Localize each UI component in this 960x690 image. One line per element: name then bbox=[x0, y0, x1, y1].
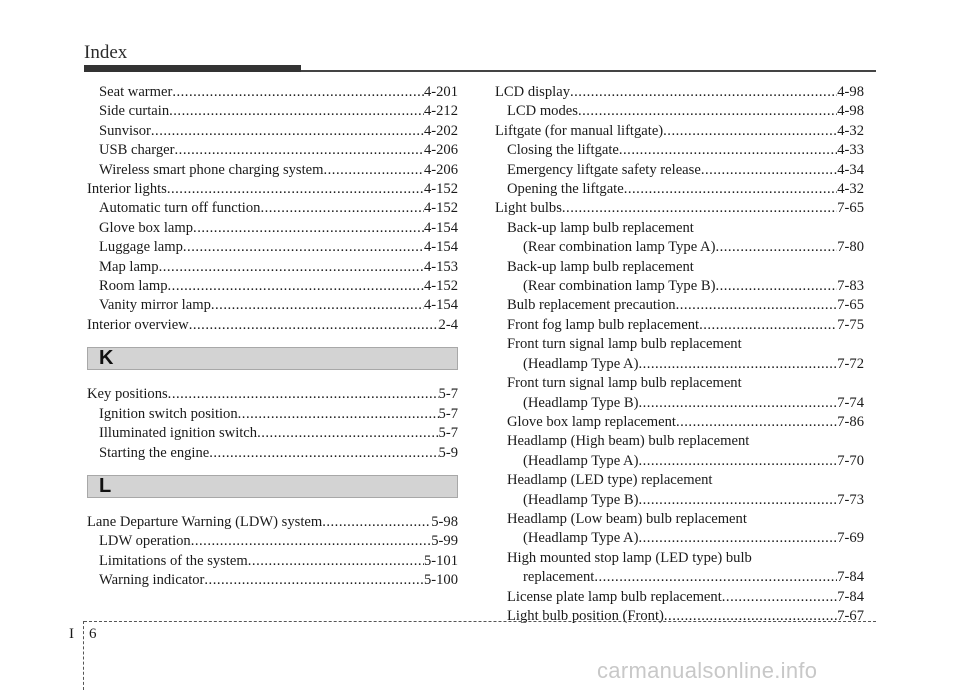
entry-term: Ignition switch position bbox=[99, 405, 238, 422]
dot-leader bbox=[562, 199, 837, 218]
dot-leader bbox=[624, 180, 838, 199]
entry-term: Automatic turn off function bbox=[99, 200, 261, 217]
dot-leader bbox=[578, 102, 837, 121]
dot-leader bbox=[594, 568, 837, 587]
entry-page: 4-32 bbox=[837, 122, 864, 139]
entry-heading: Front turn signal lamp bulb replacement bbox=[507, 375, 742, 392]
entry-page: 4-206 bbox=[423, 142, 458, 159]
entry-term: LCD modes bbox=[507, 103, 578, 120]
entry-term: Sunvisor bbox=[99, 122, 151, 139]
entry-page: 7-73 bbox=[837, 491, 864, 508]
entry-page: 5-99 bbox=[431, 533, 458, 550]
dot-leader bbox=[238, 405, 439, 424]
entry-term: Closing the liftgate bbox=[507, 142, 619, 159]
entry-page: 7-86 bbox=[837, 413, 864, 430]
entry-term: License plate lamp bulb replacement bbox=[507, 588, 722, 605]
dot-leader bbox=[191, 532, 432, 551]
footer-section-letter: I bbox=[69, 626, 74, 642]
entry-page: 4-212 bbox=[423, 103, 458, 120]
entry-page: 4-32 bbox=[837, 181, 864, 198]
header-rule-accent bbox=[84, 65, 301, 72]
index-entry bbox=[495, 296, 864, 315]
watermark: carmanualsonline.info bbox=[597, 658, 818, 683]
index-entry bbox=[87, 571, 458, 590]
entry-heading: High mounted stop lamp (LED type) bulb bbox=[507, 549, 752, 566]
dot-leader bbox=[638, 491, 837, 510]
index-entry bbox=[495, 607, 864, 626]
entry-term: (Headlamp Type B) bbox=[523, 491, 639, 508]
entry-term: (Headlamp Type B) bbox=[523, 394, 639, 411]
dot-leader bbox=[204, 571, 424, 590]
page-number: 6 bbox=[89, 626, 97, 642]
entry-heading: Headlamp (High beam) bulb replacement bbox=[507, 433, 750, 450]
dot-leader bbox=[676, 296, 838, 315]
entry-term: Glove box lamp bbox=[99, 219, 194, 236]
entry-page: 7-80 bbox=[837, 239, 864, 256]
entry-page: 7-74 bbox=[837, 394, 864, 411]
dot-leader bbox=[248, 552, 424, 571]
entry-page: 5-7 bbox=[438, 386, 458, 403]
entry-page: 7-65 bbox=[837, 297, 864, 314]
index-entry bbox=[87, 405, 458, 424]
entry-page: 4-153 bbox=[423, 258, 458, 275]
index-entry bbox=[495, 568, 864, 587]
dot-leader bbox=[151, 122, 424, 141]
entry-term: Seat warmer bbox=[99, 84, 173, 100]
index-entry bbox=[87, 385, 458, 404]
dot-leader bbox=[260, 199, 423, 218]
entry-page: 4-98 bbox=[837, 103, 864, 120]
entry-term: (Headlamp Type A) bbox=[523, 452, 639, 469]
entry-term: Warning indicator bbox=[99, 572, 205, 589]
entry-term: Key positions bbox=[87, 386, 168, 403]
dot-leader bbox=[167, 180, 424, 199]
entry-page: 7-84 bbox=[837, 569, 864, 586]
index-entry bbox=[87, 424, 458, 443]
entry-page: 7-83 bbox=[837, 278, 864, 295]
dot-leader bbox=[168, 385, 439, 404]
entry-page: 4-206 bbox=[423, 161, 458, 178]
entry-term: Liftgate (for manual liftgate) bbox=[495, 122, 664, 139]
index-entry bbox=[495, 141, 864, 160]
dot-leader bbox=[322, 513, 431, 532]
entry-term: Front fog lamp bulb replacement bbox=[507, 316, 700, 333]
entry-heading: Headlamp (Low beam) bulb replacement bbox=[507, 510, 747, 527]
dot-leader bbox=[715, 238, 837, 257]
entry-page: 7-65 bbox=[837, 200, 864, 217]
index-entry bbox=[495, 180, 864, 199]
index-entry bbox=[87, 258, 458, 277]
entry-term: LDW operation bbox=[99, 533, 191, 550]
dot-leader bbox=[159, 258, 424, 277]
index-entry bbox=[87, 161, 458, 180]
index-entry bbox=[87, 277, 458, 296]
entry-page: 4-152 bbox=[423, 181, 458, 198]
section-header-k: K bbox=[87, 347, 458, 370]
entry-term: (Headlamp Type A) bbox=[523, 530, 639, 547]
entry-page: 4-201 bbox=[423, 84, 458, 100]
index-entry bbox=[495, 355, 864, 374]
entry-term: Side curtain bbox=[99, 103, 170, 120]
dot-leader bbox=[168, 277, 424, 296]
entry-page: 7-72 bbox=[837, 355, 864, 372]
entry-page: 5-100 bbox=[423, 572, 458, 589]
index-entry bbox=[495, 122, 864, 141]
entry-term: LCD display bbox=[495, 84, 570, 100]
index-entry bbox=[87, 199, 458, 218]
index-entry bbox=[495, 277, 864, 296]
dot-leader bbox=[324, 161, 424, 180]
entry-page: 4-34 bbox=[837, 161, 864, 178]
entry-term: Limitations of the system bbox=[99, 552, 248, 569]
entry-term: Map lamp bbox=[99, 258, 159, 275]
footer-rule bbox=[84, 621, 876, 622]
index-column-left bbox=[87, 83, 458, 591]
entry-term: Starting the engine bbox=[99, 444, 210, 461]
index-column-right bbox=[495, 83, 864, 626]
index-entry bbox=[87, 316, 458, 335]
entry-term: Interior overview bbox=[87, 316, 189, 333]
entry-page: 4-98 bbox=[837, 84, 864, 100]
entry-term: Light bulb position (Front) bbox=[507, 607, 664, 624]
entry-page: 5-9 bbox=[438, 444, 458, 461]
index-entry bbox=[495, 491, 864, 510]
entry-term: Glove box lamp replacement bbox=[507, 413, 676, 430]
entry-term: Lane Departure Warning (LDW) system bbox=[87, 513, 323, 530]
footer-divider bbox=[83, 621, 84, 690]
index-entry bbox=[495, 452, 864, 471]
dot-leader bbox=[619, 141, 837, 160]
header-title: Index bbox=[84, 42, 128, 63]
index-entry bbox=[87, 122, 458, 141]
dot-leader bbox=[638, 529, 837, 548]
dot-leader bbox=[715, 277, 837, 296]
entry-page: 4-154 bbox=[423, 239, 458, 256]
index-entry bbox=[87, 552, 458, 571]
entry-term: Illuminated ignition switch bbox=[99, 425, 258, 442]
dot-leader bbox=[722, 588, 837, 607]
dot-leader bbox=[257, 424, 438, 443]
index-entry bbox=[495, 529, 864, 548]
entry-heading: Front turn signal lamp bulb replacement bbox=[507, 336, 742, 353]
index-entry bbox=[87, 219, 458, 238]
entry-term: Bulb replacement precaution bbox=[507, 297, 676, 314]
section-header-l: L bbox=[87, 475, 458, 498]
dot-leader bbox=[676, 413, 837, 432]
dot-leader bbox=[663, 122, 837, 141]
dot-leader bbox=[638, 452, 837, 471]
entry-page: 4-154 bbox=[423, 297, 458, 314]
dot-leader bbox=[699, 316, 837, 335]
dot-leader bbox=[570, 83, 837, 102]
entry-page: 5-101 bbox=[423, 552, 458, 569]
index-entry bbox=[495, 161, 864, 180]
entry-term: Vanity mirror lamp bbox=[99, 297, 211, 314]
entry-page: 4-152 bbox=[423, 278, 458, 295]
index-entry bbox=[495, 588, 864, 607]
entry-term: Luggage lamp bbox=[99, 239, 183, 256]
dot-leader bbox=[211, 296, 424, 315]
entry-term: replacement bbox=[523, 569, 595, 586]
entry-page: 4-202 bbox=[423, 122, 458, 139]
entry-page: 4-33 bbox=[837, 142, 864, 159]
entry-page: 7-75 bbox=[837, 316, 864, 333]
dot-leader bbox=[175, 141, 424, 160]
index-entry bbox=[87, 296, 458, 315]
entry-page: 2-4 bbox=[438, 316, 458, 333]
entry-term: Opening the liftgate bbox=[507, 181, 624, 198]
dot-leader bbox=[172, 83, 424, 102]
entry-heading: Back-up lamp bulb replacement bbox=[507, 219, 694, 236]
index-entry bbox=[87, 83, 458, 102]
entry-term: (Rear combination lamp Type B) bbox=[523, 278, 716, 295]
entry-term: Emergency liftgate safety release bbox=[507, 161, 701, 178]
entry-page: 7-70 bbox=[837, 452, 864, 469]
entry-page: 5-7 bbox=[438, 405, 458, 422]
index-entry bbox=[495, 102, 864, 121]
index-entry bbox=[87, 238, 458, 257]
dot-leader bbox=[169, 102, 424, 121]
index-entry bbox=[87, 141, 458, 160]
entry-page: 7-67 bbox=[837, 607, 864, 624]
entry-page: 5-7 bbox=[438, 425, 458, 442]
index-entry bbox=[495, 316, 864, 335]
index-entry bbox=[87, 180, 458, 199]
entry-term: USB charger bbox=[99, 142, 175, 159]
dot-leader bbox=[189, 316, 439, 335]
entry-page: 5-98 bbox=[431, 513, 458, 530]
index-entry bbox=[87, 532, 458, 551]
index-entry bbox=[495, 83, 864, 102]
index-entry bbox=[495, 413, 864, 432]
entry-term: Wireless smart phone charging system bbox=[99, 161, 324, 178]
dot-leader bbox=[638, 394, 837, 413]
index-entry bbox=[495, 238, 864, 257]
entry-page: 4-152 bbox=[423, 200, 458, 217]
index-entry bbox=[495, 199, 864, 218]
index-entry bbox=[87, 102, 458, 121]
entry-page: 7-84 bbox=[837, 588, 864, 605]
index-entry bbox=[87, 444, 458, 463]
index-entry bbox=[495, 394, 864, 413]
dot-leader bbox=[664, 607, 837, 626]
index-entry bbox=[87, 513, 458, 532]
entry-term: (Headlamp Type A) bbox=[523, 355, 639, 372]
entry-page: 7-69 bbox=[837, 530, 864, 547]
dot-leader bbox=[638, 355, 837, 374]
dot-leader bbox=[193, 219, 424, 238]
entry-term: Light bulbs bbox=[495, 200, 562, 217]
dot-leader bbox=[209, 444, 438, 463]
entry-heading: Back-up lamp bulb replacement bbox=[507, 258, 694, 275]
entry-term: (Rear combination lamp Type A) bbox=[523, 239, 716, 256]
entry-term: Interior lights bbox=[87, 181, 167, 198]
dot-leader bbox=[701, 161, 837, 180]
entry-term: Room lamp bbox=[99, 278, 168, 295]
entry-page: 4-154 bbox=[423, 219, 458, 236]
dot-leader bbox=[183, 238, 424, 257]
entry-heading: Headlamp (LED type) replacement bbox=[507, 472, 713, 489]
